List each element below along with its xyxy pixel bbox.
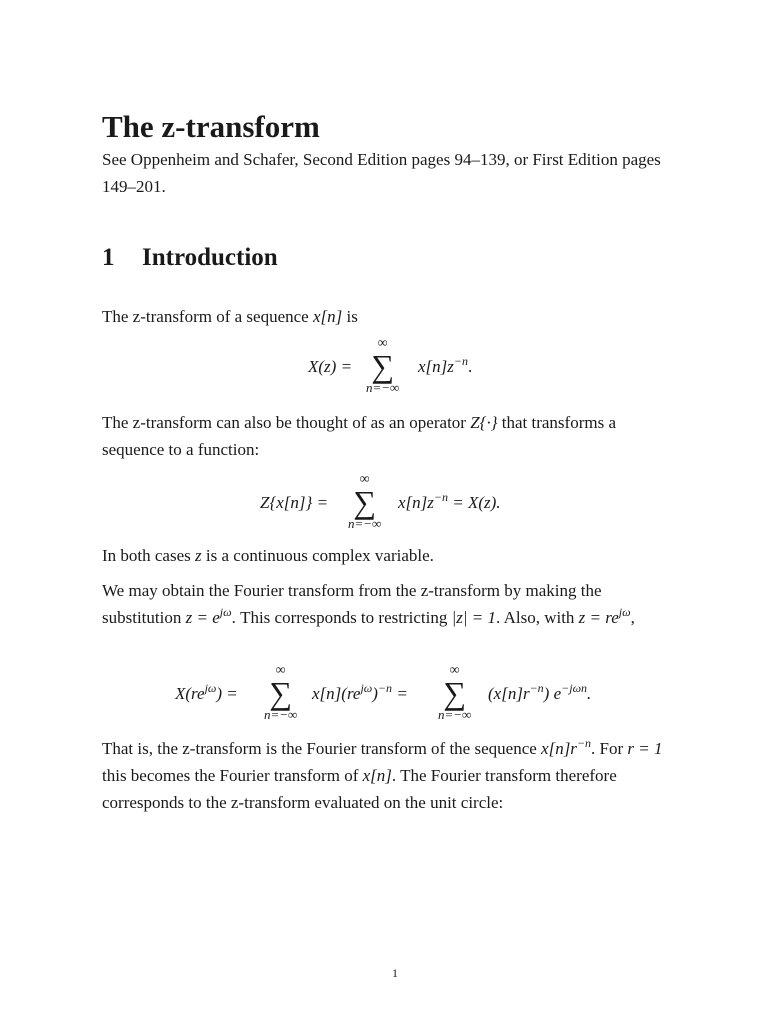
eq3-mid-text: x[n](re: [312, 684, 361, 703]
eq1-lhs: X(z) =: [308, 357, 353, 376]
eq3-sum-2: [438, 664, 471, 722]
p4-sub-text: z = e: [185, 608, 220, 627]
eq3-sigma-icon-2: ∑: [443, 675, 467, 711]
p1-end: is: [346, 307, 358, 326]
p4-a: We may obtain the Fourier transform from the z-transform by making the substitution: [102, 581, 602, 627]
eq3-right-close: ) e: [543, 684, 562, 703]
p5-x: x[n]: [362, 766, 392, 785]
paragraph-2: [102, 409, 672, 463]
p5-b: . For: [591, 739, 624, 758]
eq2-lhs: Z{x[n]} =: [260, 493, 329, 512]
eq3-mid-close: ): [372, 684, 378, 703]
p1-var: x[n]: [312, 307, 343, 326]
eq3-sigma-icon-1: ∑: [269, 675, 293, 711]
eq2-body: [398, 490, 501, 513]
p2-b: that transforms a sequence to a function:: [102, 413, 617, 459]
p5-c: this becomes the Fourier transform of: [102, 766, 359, 785]
eq3-mid-exp: jω: [360, 681, 373, 695]
p1-text: The z-transform of a sequence: [102, 307, 309, 326]
p4-b: . This corresponds to restricting: [231, 608, 448, 627]
equation-1: [0, 337, 768, 399]
p4-abs: |z| = 1: [451, 608, 497, 627]
eq3-sum1-bot: n=−∞: [264, 707, 298, 722]
paragraph-3: [102, 542, 672, 569]
eq3-sum2-top: ∞: [449, 663, 460, 678]
eq2-tail: = X(z).: [452, 493, 501, 512]
p5-d: . The Fourier transform therefore corresponds to the z-transform evaluated on the unit circle:: [102, 766, 617, 812]
eq3-right-exp: −n: [529, 681, 544, 695]
eq1-body-text: x[n]z: [418, 357, 454, 376]
p3-a: In both cases: [102, 546, 191, 565]
p4-c: . Also, with: [496, 608, 575, 627]
eq1-body: [418, 354, 473, 377]
eq1-tail: .: [468, 357, 473, 376]
p5-a: That is, the z-transform is the Fourier transform of the sequence: [102, 739, 537, 758]
eq3-right-exp2: −jωn: [561, 681, 588, 695]
eq2-exp: −n: [433, 490, 449, 504]
eq1-sum: [366, 337, 399, 395]
eq3-eqsign: =: [396, 684, 408, 703]
eq3-sum-1: [264, 664, 297, 722]
paragraph-1: [102, 303, 672, 330]
p4-sub2-exp: jω: [618, 605, 631, 619]
p5-var-text: x[n]r: [541, 739, 577, 758]
p2-a: The z-transform can also be thought of as an operator: [102, 413, 466, 432]
eq2-sigma-icon: ∑: [353, 484, 377, 520]
page-title: The z-transform: [102, 109, 320, 144]
eq2-sum-top: ∞: [359, 472, 370, 487]
eq3-sum1-top: ∞: [275, 663, 286, 678]
eq3-right-text: (x[n]r: [488, 684, 530, 703]
p2-operator: Z{·}: [470, 413, 498, 432]
p4-end: ,: [630, 608, 635, 627]
eq1-sigma-icon: ∑: [371, 348, 395, 384]
eq3-mid-exp2: −n: [377, 681, 393, 695]
eq3-lhs-text: X(re: [175, 684, 205, 703]
eq3-tail: .: [587, 684, 592, 703]
eq3-lhs-close: ) =: [216, 684, 238, 703]
p3-var: z: [195, 546, 202, 565]
eq2-sum: [348, 473, 381, 531]
p3-b: is a continuous complex variable.: [205, 546, 434, 565]
section-number: 1: [102, 244, 115, 271]
eq3-sum2-bot: n=−∞: [438, 707, 472, 722]
section-title: Introduction: [142, 244, 278, 271]
reference-paragraph: See Oppenheim and Schafer, Second Edition pages 94–139, or First Edition pages 149–201.: [102, 150, 661, 196]
eq3-lhs: [175, 681, 238, 704]
p5-var: [541, 736, 592, 758]
equation-3: [0, 664, 768, 728]
eq1-exp: −n: [453, 354, 469, 368]
equation-2: [0, 473, 768, 535]
p4-sub-exp: jω: [219, 605, 232, 619]
p5-var-exp: −n: [576, 736, 592, 750]
eq2-sum-bot: n=−∞: [348, 516, 382, 531]
eq1-sum-bot: n=−∞: [366, 380, 400, 395]
eq1-sum-top: ∞: [377, 336, 388, 351]
p4-substitution-2: [578, 605, 631, 627]
page-number: 1: [392, 966, 398, 980]
eq2-body-text: x[n]z: [398, 493, 434, 512]
eq3-mid: [312, 681, 408, 704]
p4-substitution: [185, 605, 232, 627]
paragraph-5: [102, 735, 672, 816]
eq3-right: [488, 681, 592, 704]
p4-sub2-text: z = re: [578, 608, 619, 627]
paragraph-4: [102, 577, 672, 631]
eq3-lhs-exp: jω: [204, 681, 217, 695]
p5-r: r = 1: [627, 739, 663, 758]
